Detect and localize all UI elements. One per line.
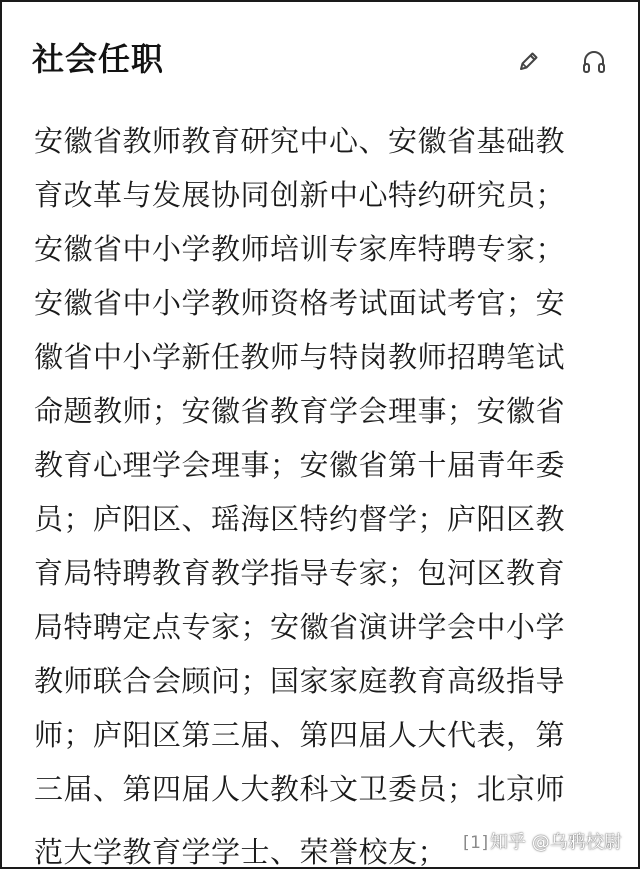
pencil-icon — [512, 46, 544, 78]
content-line: 育局特聘教育教学指导专家；包河区教育 — [34, 556, 566, 590]
content-line: 三届、第四届人大教科文卫委员；北京师 — [34, 772, 566, 806]
citation-link[interactable]: [1] — [463, 833, 489, 853]
content-line: 育改革与发展协同创新中心特约研究员； — [34, 178, 566, 212]
content-line-text: 范大学教育学学士、荣誉校友； — [34, 835, 448, 869]
content-line: 教师联合会顾问；国家家庭教育高级指导 — [34, 664, 566, 698]
section-header — [2, 2, 638, 112]
section-title: 社会任职 — [32, 40, 165, 78]
content-line: 员；庐阳区、瑶海区特约督学；庐阳区教 — [34, 502, 566, 536]
edit-button[interactable] — [512, 46, 544, 78]
content-line: 局特聘定点专家；安徽省演讲学会中小学 — [34, 610, 566, 644]
watermark: 知乎 @乌鸦校尉 — [490, 832, 622, 853]
content-line: 安徽省中小学教师培训专家库特聘专家； — [34, 232, 566, 266]
content-line: 师；庐阳区第三届、第四届人大代表，第 — [34, 718, 566, 752]
content-line: 安徽省教师教育研究中心、安徽省基础教 — [34, 124, 566, 158]
content-line-last — [34, 816, 489, 870]
content-line: 徽省中小学新任教师与特岗教师招聘笔试 — [34, 340, 566, 374]
content-line: 安徽省中小学教师资格考试面试考官；安 — [34, 286, 566, 320]
content-line: 教育心理学会理事；安徽省第十届青年委 — [34, 448, 566, 482]
content-line: 命题教师；安徽省教育学会理事；安徽省 — [34, 394, 566, 428]
listen-button[interactable] — [578, 46, 610, 78]
headphones-icon — [578, 46, 610, 78]
